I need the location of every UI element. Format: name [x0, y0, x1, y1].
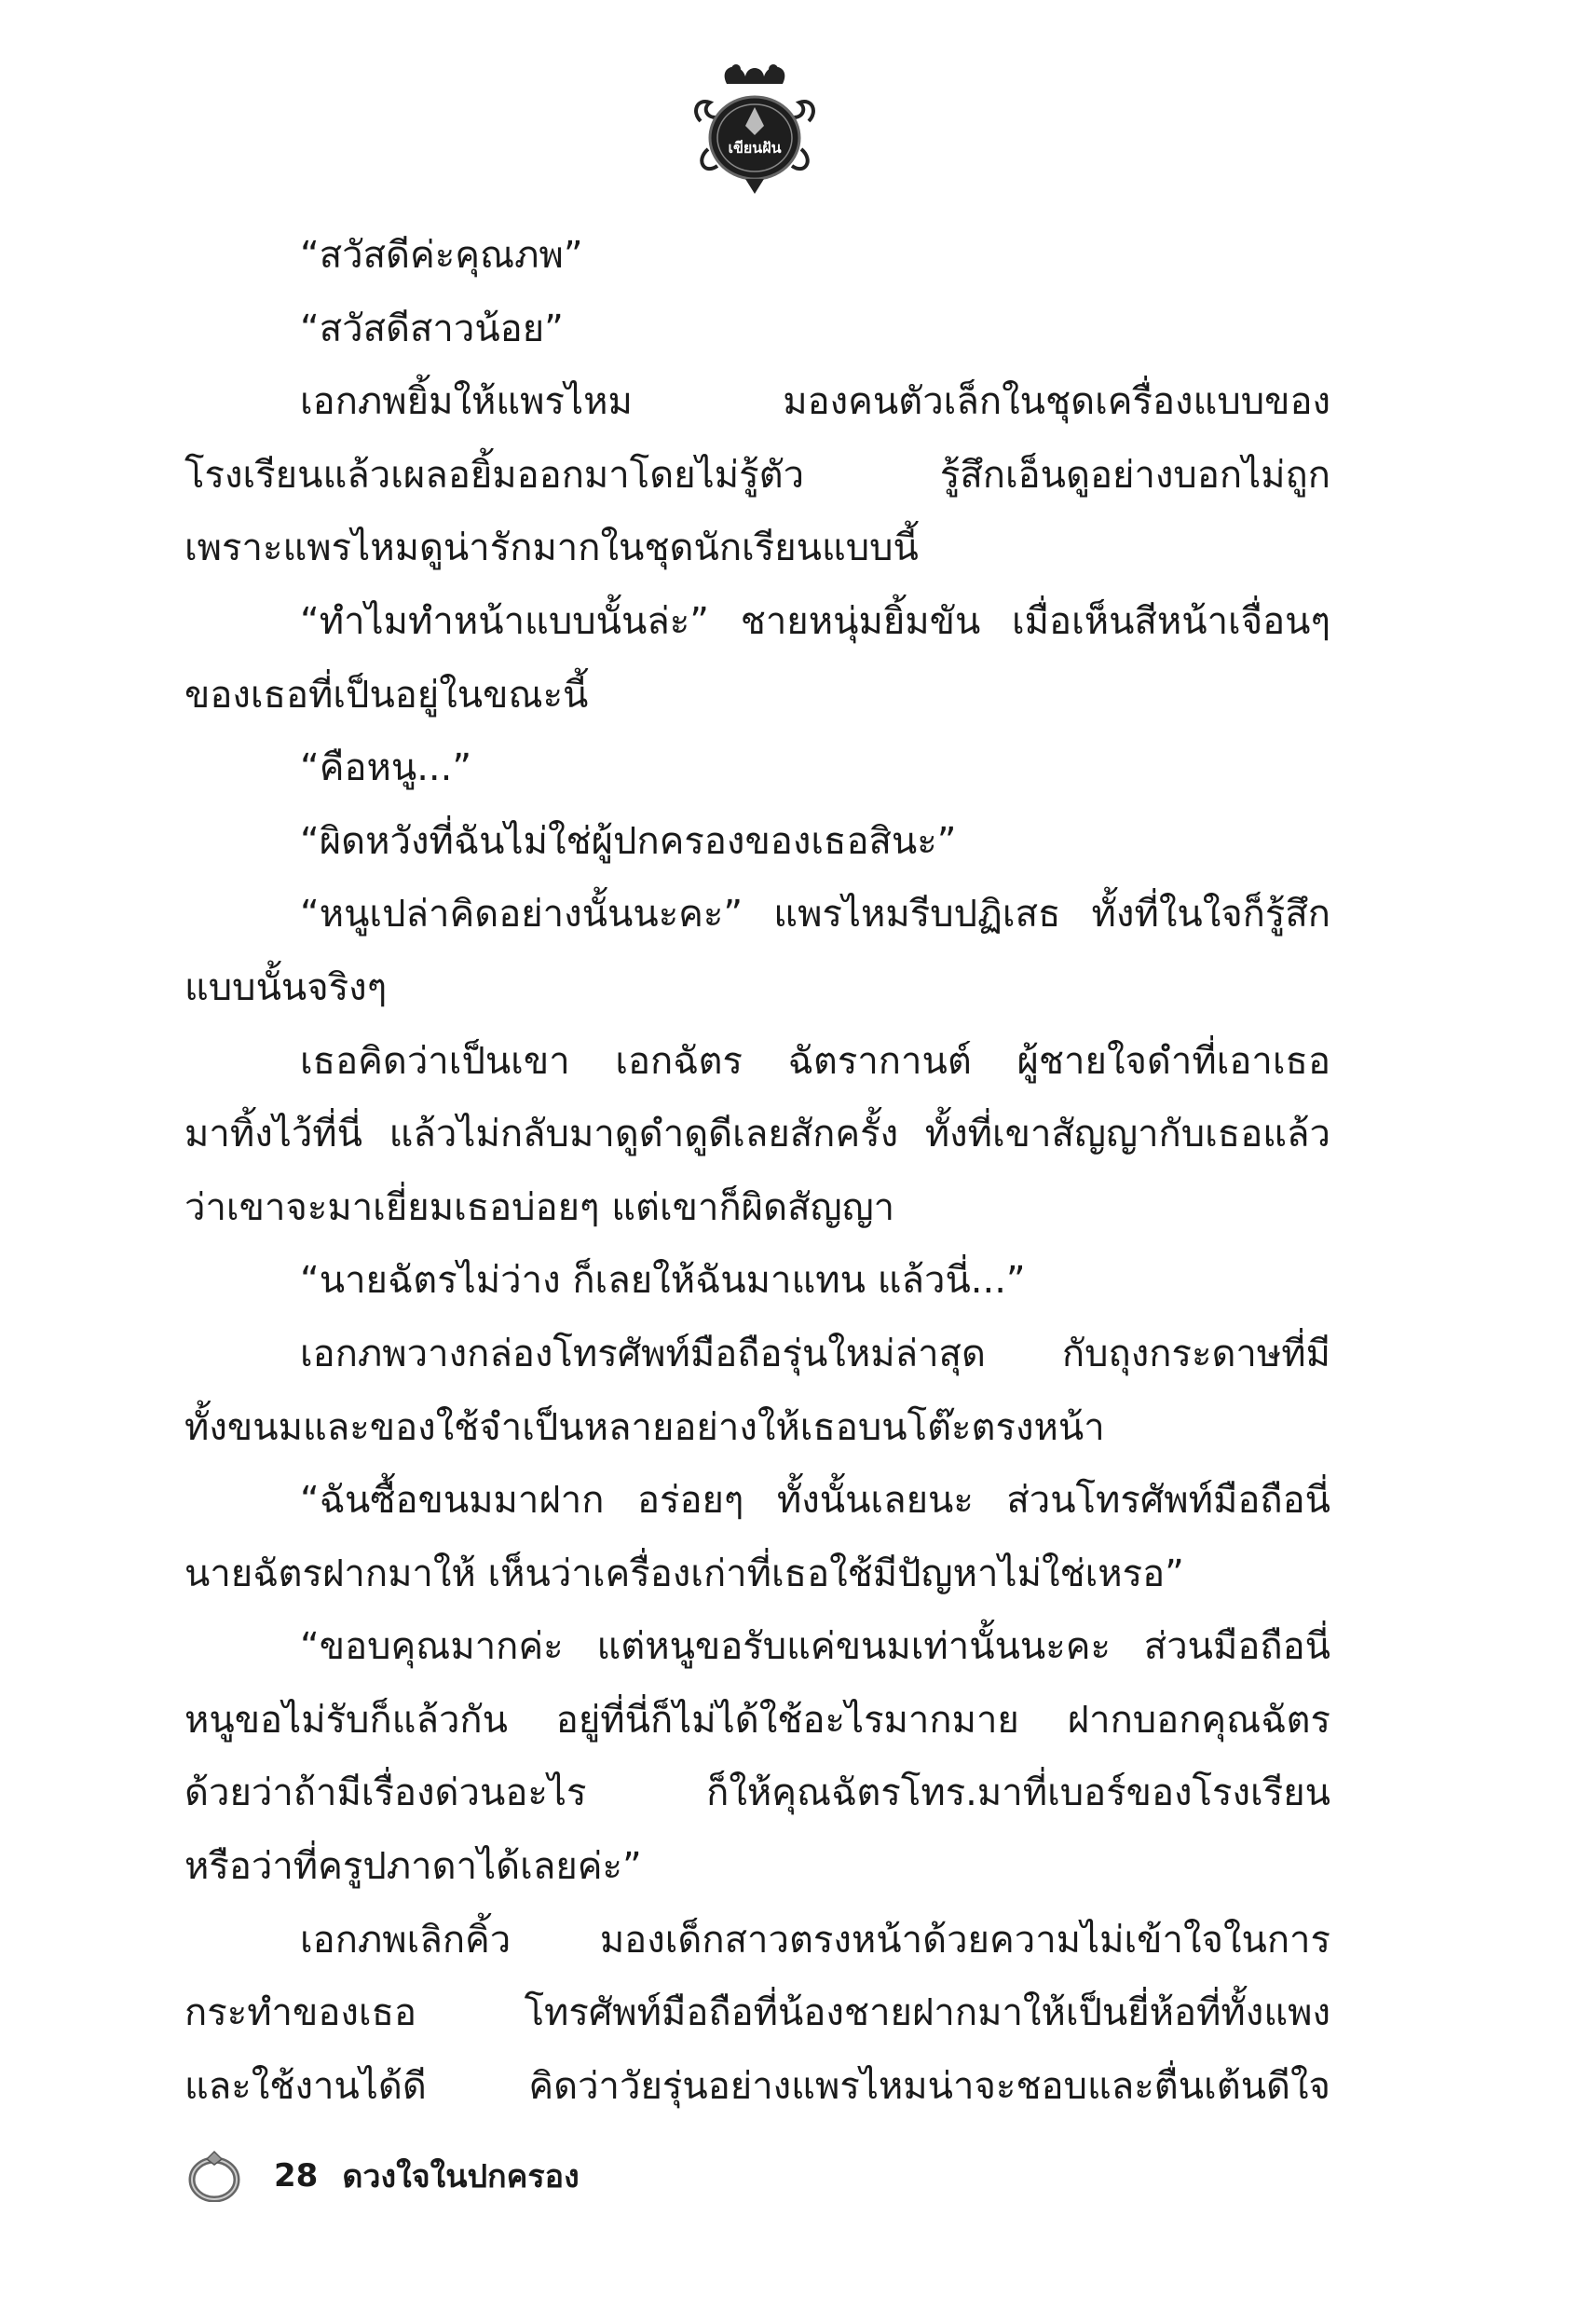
text-line: “ทำไมทำหน้าแบบนั้นล่ะ” ชายหนุ่มยิ้มขัน เมื่อเห็นสีหน้าเจื่อนๆ: [300, 599, 1330, 643]
text-line: ทั้งขนมและของใช้จำเป็นหลายอย่างให้เธอบนโต๊ะตรงหน้า: [184, 1405, 1105, 1449]
text-line: “ฉันซื้อขนมมาฝาก อร่อยๆ ทั้งนั้นเลยนะ ส่วนโทรศัพท์มือถือนี่: [300, 1479, 1330, 1523]
text-line: ว่าเขาจะมาเยี่ยมเธอบ่อยๆ แต่เขาก็ผิดสัญญา: [184, 1185, 895, 1229]
text-line: ของเธอที่เป็นอยู่ในขณะนี้: [184, 673, 589, 717]
text-line: “สวัสดีสาวน้อย”: [300, 307, 564, 350]
page-footer: [186, 2148, 580, 2204]
text-line: เอกภพยิ้มให้แพรไหม มองคนตัวเล็กในชุดเครื่องแบบของ: [300, 380, 1330, 424]
text-line: เธอคิดว่าเป็นเขา เอกฉัตร ฉัตรากานต์ ผู้ชายใจดำที่เอาเธอ: [300, 1039, 1330, 1083]
svg-text:เขียนฝัน: เขียนฝัน: [728, 139, 782, 157]
text-line: “สวัสดีค่ะคุณภพ”: [300, 234, 583, 277]
ring-icon: [186, 2150, 242, 2202]
text-line: และใช้งานได้ดี คิดว่าวัยรุ่นอย่างแพรไหมน่าจะชอบและตื่นเต้นดีใจ: [184, 2064, 1330, 2108]
text-line: “ขอบคุณมากค่ะ แต่หนูขอรับแค่ขนมเท่านั้นนะคะ ส่วนมือถือนี่: [300, 1625, 1330, 1669]
page-number: 28: [274, 2157, 319, 2195]
text-line: แบบนั้นจริงๆ: [184, 965, 388, 1009]
text-line: นายฉัตรฝากมาให้ เห็นว่าเครื่องเก่าที่เธอใช้มีปัญหาไม่ใช่เหรอ”: [184, 1552, 1184, 1595]
chapter-text: [184, 219, 1330, 2123]
text-line: “ผิดหวังที่ฉันไม่ใช่ผู้ปกครองของเธอสินะ”: [300, 819, 957, 863]
publisher-logo: [689, 56, 820, 196]
publisher-logo-icon: [689, 56, 820, 196]
text-line: หรือว่าที่ครูปภาดาได้เลยค่ะ”: [184, 1845, 642, 1889]
text-line: หนูขอไม่รับก็แล้วกัน อยู่ที่นี่ก็ไม่ได้ใช้อะไรมากมาย ฝากบอกคุณฉัตร: [184, 1698, 1330, 1742]
text-line: “นายฉัตรไม่ว่าง ก็เลยให้ฉันมาแทน แล้วนี่...”: [300, 1259, 1026, 1303]
text-line: เอกภพวางกล่องโทรศัพท์มือถือรุ่นใหม่ล่าสุด กับถุงกระดาษที่มี: [300, 1332, 1330, 1375]
text-line: โรงเรียนแล้วเผลอยิ้มออกมาโดยไม่รู้ตัว รู้สึกเอ็นดูอย่างบอกไม่ถูก: [184, 453, 1330, 497]
book-title: ดวงใจในปกครอง: [342, 2158, 580, 2195]
text-line: เพราะแพรไหมดูน่ารักมากในชุดนักเรียนแบบนี้: [184, 526, 919, 570]
text-line: เอกภพเลิกคิ้ว มองเด็กสาวตรงหน้าด้วยความไม่เข้าใจในการ: [300, 1918, 1330, 1962]
text-line: กระทำของเธอ โทรศัพท์มือถือที่น้องชายฝากมาให้เป็นยี่ห้อที่ทั้งแพง: [184, 1991, 1330, 2035]
text-line: “คือหนู...”: [300, 746, 472, 790]
text-line: มาทิ้งไว้ที่นี่ แล้วไม่กลับมาดูดำดูดีเลยสักครั้ง ทั้งที่เขาสัญญากับเธอแล้ว: [184, 1113, 1330, 1156]
text-line: “หนูเปล่าคิดอย่างนั้นนะคะ” แพรไหมรีบปฏิเสธ ทั้งที่ในใจก็รู้สึก: [300, 893, 1330, 937]
text-line: ด้วยว่าถ้ามีเรื่องด่วนอะไร ก็ให้คุณฉัตรโทร.มาที่เบอร์ของโรงเรียน: [184, 1771, 1330, 1815]
